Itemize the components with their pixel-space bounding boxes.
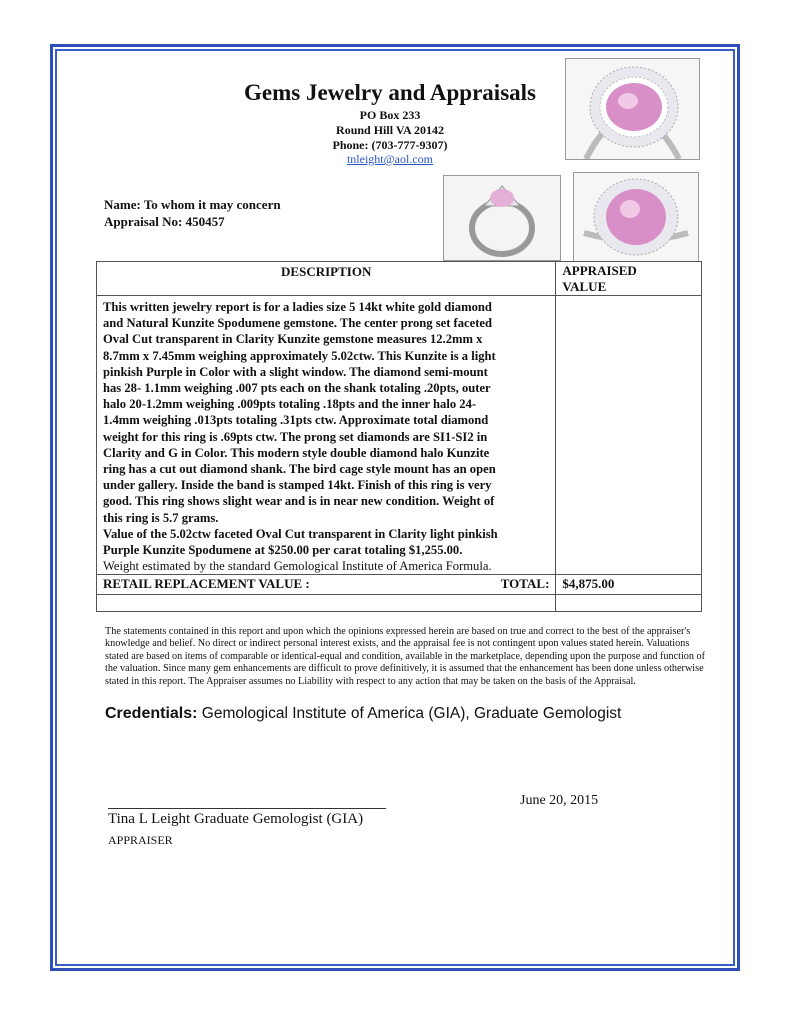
total-label: TOTAL:: [500, 576, 550, 592]
appraisal-table: [96, 261, 702, 612]
description-line: has 28- 1.1mm weighing .007 pts each on the shank totaling .20pts, outer: [103, 381, 491, 396]
description-line: weight for this ring is .69pts ctw. The prong set diamonds are SI1-SI2 in: [103, 429, 488, 444]
description-line: Value of the 5.02ctw faceted Oval Cut transparent in Clarity light pinkish: [103, 526, 498, 541]
description-line: 8.7mm x 7.45mm weighing approximately 5.02ctw. This Kunzite is a light: [103, 348, 496, 363]
retail-replacement-label: RETAIL REPLACEMENT VALUE :: [103, 576, 310, 592]
credentials-label: Credentials:: [105, 705, 198, 722]
ring-top-photo: [565, 58, 700, 160]
description-line: Oval Cut transparent in Clarity Kunzite gemstone measures 12.2mm x: [103, 332, 483, 347]
signature-line: [108, 808, 386, 809]
ring-side-photo: [443, 175, 561, 261]
total-row: [97, 575, 702, 595]
description-line: Clarity and G in Color. This modern style double diamond halo Kunzite: [103, 445, 490, 460]
po-box: PO Box 233: [359, 108, 421, 122]
appraised-value-header: [556, 262, 702, 296]
email-link[interactable]: tnleight@aol.com: [346, 152, 434, 166]
description-line: This written jewelry report is for a ladies size 5 14kt white gold diamond: [103, 300, 492, 314]
footer-cell-right: [556, 595, 702, 612]
ring-front-photo: [573, 172, 699, 262]
credentials: [105, 705, 705, 723]
appraised-value-header-line1: APPRAISED: [562, 263, 637, 278]
table-footer-row: [97, 595, 702, 612]
description-line: under gallery. Inside the band is stamped 14kt. Finish of this ring is very: [103, 478, 492, 493]
appraiser-name: Tina L Leight Graduate Gemologist (GIA): [108, 811, 364, 827]
credentials-text: Gemological Institute of America (GIA), Graduate Gemologist: [201, 705, 622, 722]
appraisal-date: June 20, 2015: [520, 793, 599, 808]
description-line: pinkish Purple in Color with a slight window. The diamond semi-mount: [103, 364, 488, 379]
description-line: halo 20-1.2mm weighing .009pts totaling .18pts and the inner halo 24-: [103, 397, 477, 412]
description-line: ring has a cut out diamond shank. The bird cage style mount has an open: [103, 462, 496, 477]
description-line: 1.4mm weighing .013pts totaling .31pts ctw. Approximate total diamond: [103, 413, 489, 428]
appraised-value-cell: [556, 296, 702, 575]
client-name: Name: To whom it may concern: [104, 197, 281, 212]
description-line: and Natural Kunzite Spodumene gemstone. The center prong set faceted: [103, 316, 492, 331]
description-line: Purple Kunzite Spodumene at $250.00 per carat totaling $1,255.00.: [103, 543, 463, 558]
company-name: Gems Jewelry and Appraisals: [244, 80, 536, 105]
disclaimer-text: The statements contained in this report and upon which the opinions expressed herein are based on true and correct to the best of the appraiser's knowledge and belief. No direct or indirect personal interest exists, and the appraisal fee is not contingent upon values stated herein. Valuations stated are based on items of comparable or identical-equal and condition, available in the marketplace, depending upon the purpose and function of the valuation. Since many gem enhancements are difficult to prove definitively, it is assumed that the enhancement has been done unless otherwise stated in this report. The Appraiser assumes no Liability with respect to any action that may be taken on the basis of the Appraisal.: [105, 626, 706, 687]
city-line: Round Hill VA 20142: [336, 123, 444, 137]
appraiser-role: APPRAISER: [108, 833, 173, 847]
phone-line: Phone: (703-777-9307): [332, 138, 448, 152]
description-cell: [97, 296, 556, 575]
description-row: [97, 296, 702, 575]
description-header: DESCRIPTION: [97, 262, 556, 296]
table-header-row: [97, 262, 702, 296]
total-value: $4,875.00: [556, 575, 702, 595]
description-note: Weight estimated by the standard Gemological Institute of America Formula.: [103, 559, 492, 574]
appraisal-number: Appraisal No: 450457: [104, 214, 225, 229]
description-line: this ring is 5.7 grams.: [103, 510, 219, 525]
footer-cell-left: [97, 595, 556, 612]
description-line: good. This ring shows slight wear and is in near new condition. Weight of: [103, 494, 495, 509]
email-row: [240, 152, 540, 167]
appraised-value-header-line2: VALUE: [562, 279, 607, 294]
retail-total-cell: [97, 575, 556, 595]
